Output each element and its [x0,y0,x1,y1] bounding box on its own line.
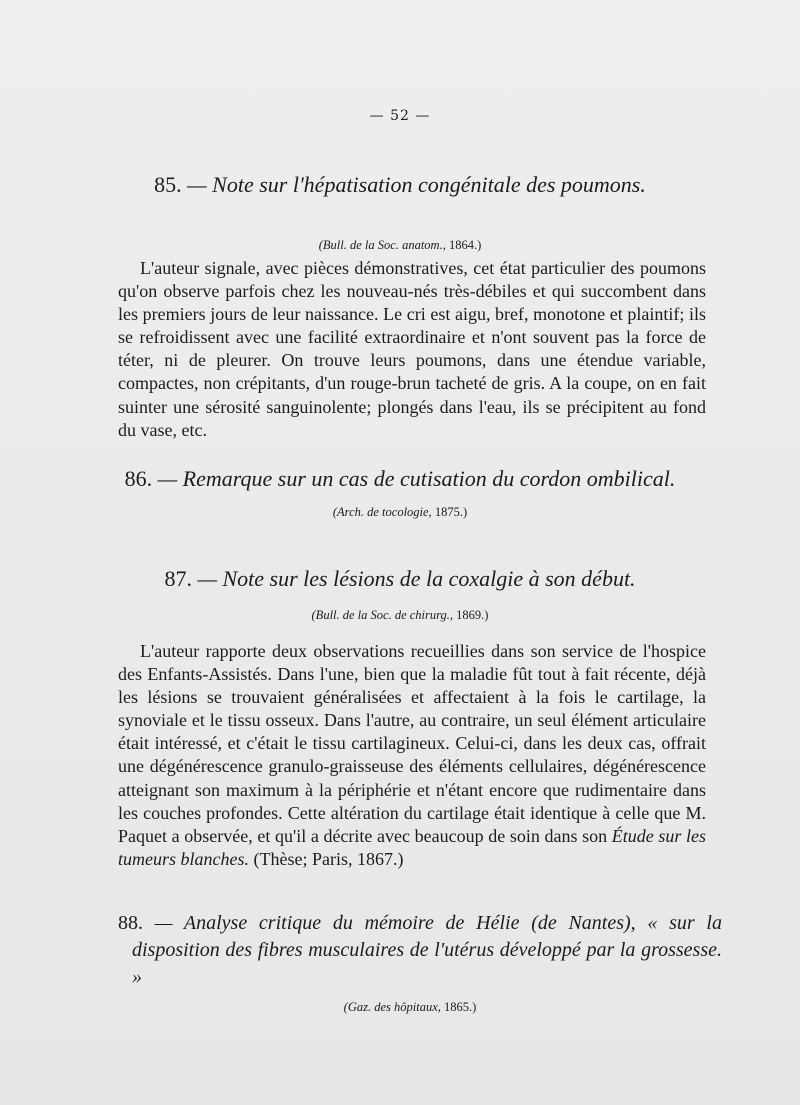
entry-88-citation-source: (Gaz. des hôpitaux, [343,1000,441,1014]
entry-87-body-text: L'auteur rapporte deux observations recueillies dans son service de l'hospice des Enfants-Assistés. Dans l'une, bien que la maladie fût tout à fait récente, déjà les lésions se trouvaient généralisées et affectaient à la fois le cartilage, la synoviale et le tissu osseux. Dans l'autre, au contraire, un seul élément articulaire était intéressé, et c'était le tissu cartilagineux. Celui-ci, dans les deux cas, offrait une dégénérescence granulo-graisseuse des éléments cellulaires, dégénérescence atteignant son maximum à la périphérie et n'étant encore que rudimentaire dans les couches profondes. Cette altération du cartilage était identique à celle que M. Paquet a observée, et qu'il a décrite avec beaucoup de soin dans son [118,641,706,846]
entry-88-title: — Analyse critique du mémoire de Hélie (de Nantes), « sur la disposition des fibres musculaires de l'utérus développé par la grossesse. » [132,912,722,988]
entry-86-citation-year: 1875.) [431,505,468,519]
entry-85-body: L'auteur signale, avec pièces démonstratives, cet état particulier des poumons qu'on observe parfois chez les nouveau-nés très-débiles et qui succombent dans les premiers jours de leur naissance. Le cri est aigu, bref, monotone et plaintif; ils se refroidissent avec une facilité extraordinaire et n'ont souvent pas la force de téter, ni de pleurer. On trouve leurs poumons, dans une étendue variable, compactes, non crépitants, d'un rouge-brun tacheté de gris. A la coupe, on en fait suinter une sérosité sanguinolente; plongés dans l'eau, ils se précipitent au fond du vase, etc. [118,258,706,440]
entry-86-number: 86. [124,466,153,491]
entry-87-citation [0,608,800,623]
entry-88-number: 88. [118,912,143,934]
entry-87-citation-source: (Bull. de la Soc. de chirurg., [311,608,454,622]
entry-88-citation-year: 1865.) [440,1000,477,1014]
entry-85-heading [0,172,800,198]
entry-87-citation-year: 1869.) [453,608,489,622]
entry-85-citation-year: 1864.) [445,238,482,252]
entry-86-citation-source: (Arch. de tocologie, [332,505,432,519]
entry-87-body-end: (Thèse; Paris, 1867.) [248,848,404,869]
entry-87-title: — Note sur les lésions de la coxalgie à son début. [191,566,636,591]
entry-86-citation [0,505,800,520]
entry-87-heading [0,566,800,592]
entry-87-number: 87. [164,566,192,591]
entry-88-citation [10,1000,800,1015]
entry-86-title: — Remarque sur un cas de cutisation du cordon ombilical. [152,466,676,491]
entry-85-citation-source: (Bull. de la Soc. anatom., [318,238,446,252]
entry-85-title: — Note sur l'hépatisation congénitale des poumons. [181,172,646,197]
entry-85-citation [0,238,800,253]
entry-87-body [118,640,706,871]
page-number: — 52 — [369,108,431,124]
entry-87-body-italic: Étude sur les tumeurs blanches. [118,825,706,869]
entry-86-heading [0,466,800,492]
entry-88-heading [118,910,722,991]
entry-85-number: 85. [154,172,182,197]
